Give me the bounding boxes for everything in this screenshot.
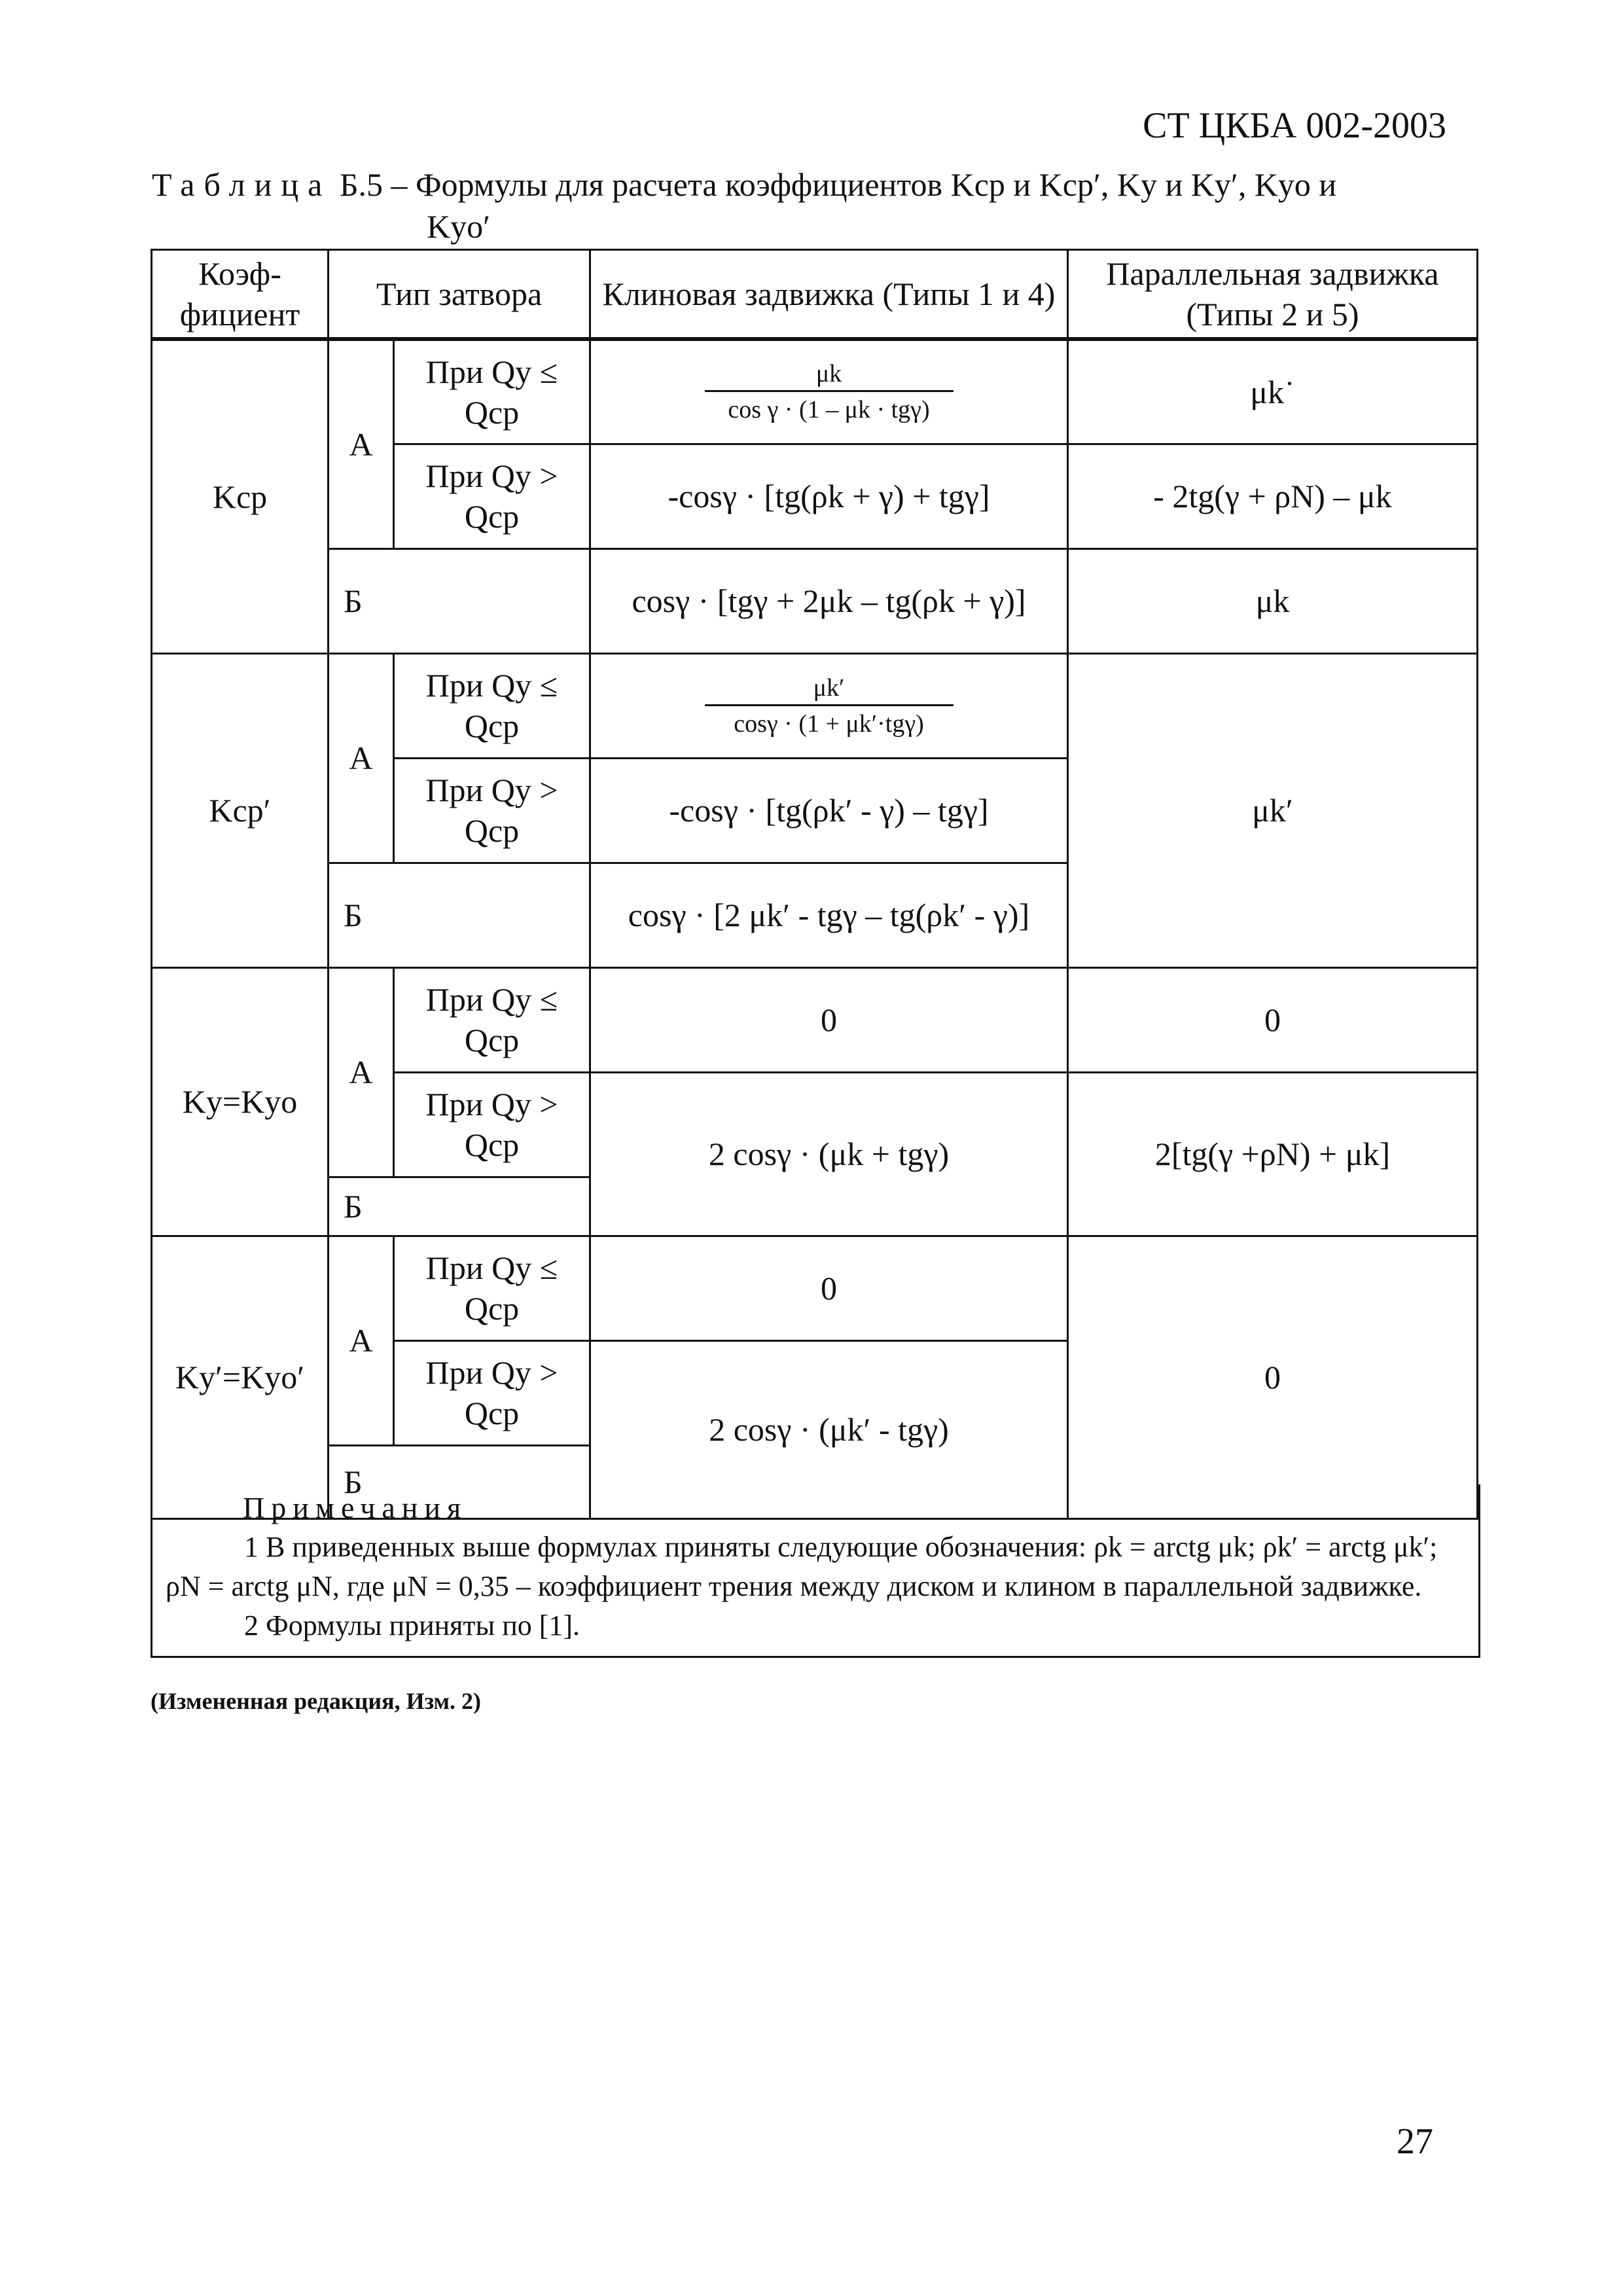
condition-le: При Qy ≤ Qcp — [394, 1236, 590, 1340]
header-row — [152, 250, 1478, 340]
type-b: Б — [329, 548, 590, 653]
notes-box — [151, 1484, 1480, 1658]
type-b: Б — [329, 1445, 590, 1518]
denominator: cos γ · (1 – μk · tgγ) — [728, 396, 930, 424]
condition-gt: При Qy > Qcp — [394, 444, 590, 548]
coef-kcp-prime: Kcp′ — [152, 653, 329, 967]
formula-cell — [590, 339, 1068, 444]
table-row — [152, 653, 1478, 758]
page-number: 27 — [1397, 2121, 1433, 2162]
fraction — [705, 673, 954, 739]
header-coefficient: Коэф-фициент — [152, 250, 329, 340]
condition-le: При Qy ≤ Qcp — [394, 967, 590, 1072]
numerator: μk′ — [705, 673, 954, 706]
formula-cell: 0 — [590, 1236, 1068, 1340]
formula-cell: cosγ · [2 μk′ - tgγ – tg(ρk′ - γ)] — [590, 863, 1068, 967]
coef-ky: Ky=Kyo — [152, 967, 329, 1236]
condition-gt: При Qy > Qcp — [394, 1072, 590, 1177]
type-b: Б — [329, 863, 590, 967]
fraction — [705, 359, 954, 425]
formula-cell: -cosγ · [tg(ρk′ - γ) – tgγ] — [590, 758, 1068, 863]
type-a: А — [329, 1236, 394, 1445]
header-valve-type: Тип затвора — [329, 250, 590, 340]
formula-cell: cosγ · [tgγ + 2μk – tg(ρk + γ)] — [590, 548, 1068, 653]
condition-gt: При Qy > Qcp — [394, 1340, 590, 1445]
denominator: cosγ · (1 + μk′·tgγ) — [734, 709, 924, 738]
formula-cell: -cosγ · [tg(ρk + γ) + tgγ] — [590, 444, 1068, 548]
type-a: А — [329, 967, 394, 1177]
coef-kcp: Kcp — [152, 339, 329, 653]
table-row — [152, 548, 1478, 653]
formula-cell: 2 cosγ · (μk′ - tgγ) — [590, 1340, 1068, 1518]
table-row — [152, 339, 1478, 444]
caption-text: Б.5 – Формулы для расчета коэффициентов Kcp и Kcp′, Ky и Ky′, Kyo и — [331, 166, 1337, 203]
notes-title: Примечания — [243, 1491, 468, 1524]
formula-cell: μk˙ — [1068, 339, 1478, 444]
formula-cell: 0 — [1068, 1236, 1478, 1518]
formula-cell — [590, 653, 1068, 758]
coef-ky-prime: Ky′=Kyo′ — [152, 1236, 329, 1518]
formula-table — [151, 249, 1478, 1520]
type-b: Б — [329, 1177, 590, 1236]
formula-cell: - 2tg(γ + ρN) – μk — [1068, 444, 1478, 548]
formula-cell: μk′ — [1068, 653, 1478, 967]
table-row — [152, 967, 1478, 1072]
numerator: μk — [705, 359, 954, 392]
caption-continuation: Kyo′ — [427, 208, 491, 245]
header-wedge-gate: Клиновая задвижка (Типы 1 и 4) — [590, 250, 1068, 340]
formula-cell: 0 — [590, 967, 1068, 1072]
formula-cell: 2 cosγ · (μk + tgγ) — [590, 1072, 1068, 1236]
condition-gt: При Qy > Qcp — [394, 758, 590, 863]
formula-cell: 2[tg(γ +ρN) + μk] — [1068, 1072, 1478, 1236]
formula-cell: μk — [1068, 548, 1478, 653]
type-a: А — [329, 339, 394, 548]
note-2: 2 Формулы приняты по [1]. — [244, 1609, 580, 1641]
amendment-note: (Измененная редакция, Изм. 2) — [151, 1688, 482, 1714]
document-code: СТ ЦКБА 002-2003 — [1143, 105, 1446, 146]
condition-le: При Qy ≤ Qcp — [394, 653, 590, 758]
header-parallel-gate: Параллельная задвижка (Типы 2 и 5) — [1068, 250, 1478, 340]
formula-cell: 0 — [1068, 967, 1478, 1072]
caption-lead: Таблица — [152, 166, 332, 203]
note-1: 1 В приведенных выше формулах приняты следующие обозначения: ρk = arctg μk; ρk′ = arctg μk′; ρN = arctg μN, где μN = 0,35 – коэффициент трения между диском и клином в параллельной задвижке. — [166, 1531, 1438, 1602]
condition-le: При Qy ≤ Qcp — [394, 339, 590, 444]
table-row — [152, 1236, 1478, 1340]
table-caption — [152, 164, 1461, 247]
type-a: А — [329, 653, 394, 863]
